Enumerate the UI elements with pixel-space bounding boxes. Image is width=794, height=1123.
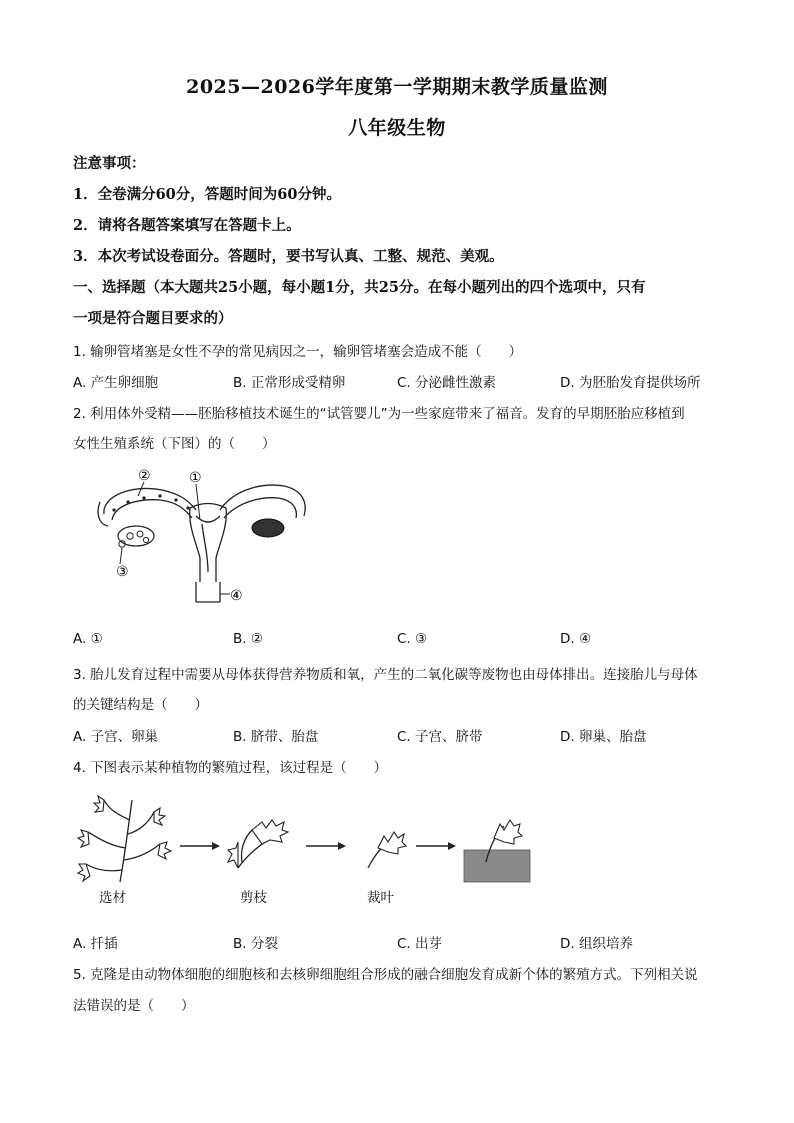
question-3-option-a[interactable]: A. 子宫、卵巢	[73, 729, 159, 745]
section-heading: 一、选择题（本大题共25小题，每小题1分，共25分。在每小题列出的四个选项中，只有	[73, 279, 646, 296]
question-1-stem: 1. 输卵管堵塞是女性不孕的常见病因之一，输卵管堵塞会造成不能（ ）	[73, 344, 523, 360]
question-5-stem-cont: 法错误的是（ ）	[73, 998, 195, 1014]
question-1-option-b[interactable]: B. 正常形成受精卵	[233, 375, 346, 391]
question-4-option-c[interactable]: C. 出芽	[397, 936, 443, 952]
question-2-stem: 2. 利用体外受精——胚胎移植技术诞生的“试管婴儿”为一些家庭带来了福音。发育的早期胚胎应移植到	[73, 406, 685, 422]
question-2-option-a[interactable]: A. ①	[73, 631, 103, 647]
notes-heading: 注意事项：	[73, 155, 146, 172]
question-3-stem-cont: 的关键结构是（ ）	[73, 697, 208, 713]
question-2-option-b[interactable]: B. ②	[233, 631, 263, 647]
question-4-option-d[interactable]: D. 组织培养	[560, 936, 633, 952]
figure-label-4: ④	[230, 588, 243, 604]
note-item: 2．请将各题答案填写在答题卡上。	[73, 217, 301, 234]
question-1-option-d[interactable]: D. 为胚胎发育提供场所	[560, 375, 701, 391]
question-4-option-b[interactable]: B. 分裂	[233, 936, 278, 952]
figure-label-1: ①	[189, 470, 202, 486]
question-4-stem: 4. 下图表示某种植物的繁殖过程，该过程是（ ）	[73, 760, 388, 776]
section-heading-cont: 一项是符合题目要求的）	[73, 310, 233, 327]
question-2-option-d[interactable]: D. ④	[560, 631, 592, 647]
question-3-stem: 3. 胎儿发育过程中需要从母体获得营养物质和氧，产生的二氧化碳等废物也由母体排出。连接胎儿与母体	[73, 667, 698, 683]
figure-label-2: ②	[138, 468, 151, 484]
question-1-option-c[interactable]: C. 分泌雌性激素	[397, 375, 497, 391]
question-2-stem-cont: 女性生殖系统（下图）的（ ）	[73, 436, 276, 452]
question-2-option-c[interactable]: C. ③	[397, 631, 428, 647]
question-3-option-c[interactable]: C. 子宫、脐带	[397, 729, 483, 745]
figure-caption-select: 选材	[99, 890, 126, 906]
question-4-option-a[interactable]: A. 扦插	[73, 936, 118, 952]
female-reproductive-system-figure	[92, 462, 322, 612]
figure-caption-cut: 剪枝	[240, 890, 267, 906]
question-3-option-d[interactable]: D. 卵巢、胎盘	[560, 729, 647, 745]
note-item: 1．全卷满分60分，答题时间为60分钟。	[73, 186, 341, 203]
question-1-option-a[interactable]: A. 产生卵细胞	[73, 375, 159, 391]
exam-subject: 八年级生物	[348, 117, 446, 139]
question-5-stem: 5. 克隆是由动物体细胞的细胞核和去核卵细胞组合形成的融合细胞发育成新个体的繁殖方式。下列相关说	[73, 967, 698, 983]
question-3-option-b[interactable]: B. 脐带、胎盘	[233, 729, 319, 745]
figure-caption-trim: 裁叶	[367, 890, 394, 906]
exam-title: 2025—2026学年度第一学期期末教学质量监测	[186, 76, 608, 98]
plant-propagation-figure	[72, 790, 532, 890]
note-item: 3．本次考试设卷面分。答题时，要书写认真、工整、规范、美观。	[73, 248, 504, 265]
figure-label-3: ③	[116, 564, 129, 580]
